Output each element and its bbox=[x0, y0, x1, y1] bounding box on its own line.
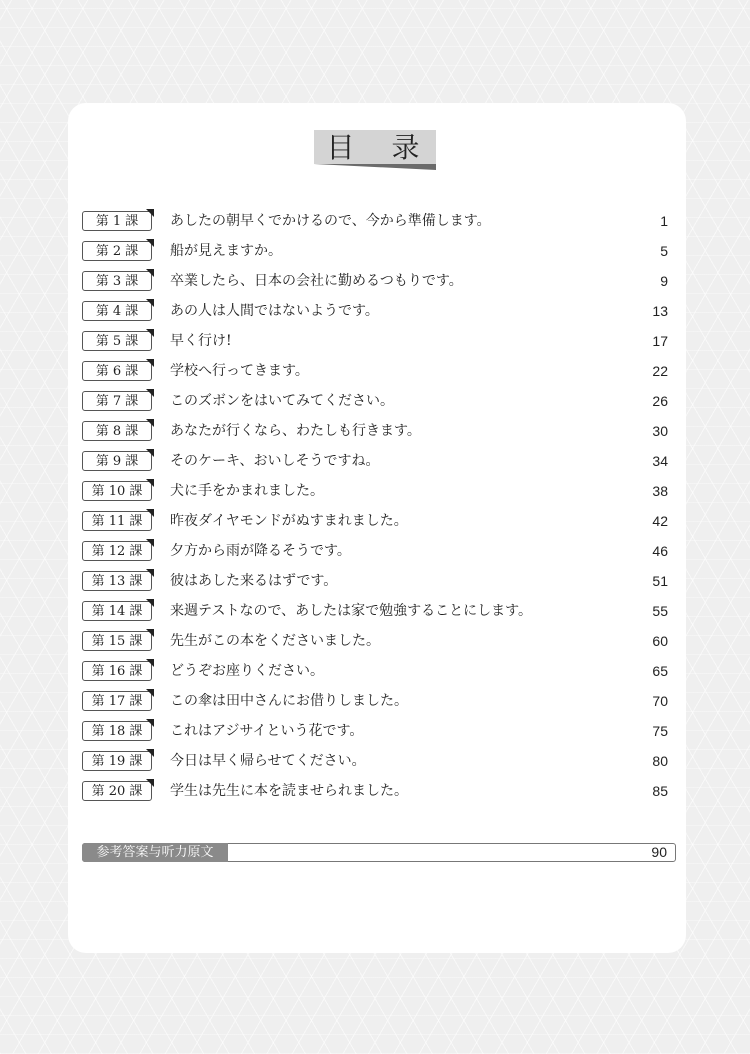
page-number: 60 bbox=[652, 633, 668, 649]
lesson-label: 第 1 課 bbox=[82, 211, 152, 231]
lesson-title: この傘は田中さんにお借りしました。 bbox=[170, 693, 408, 709]
lesson-label: 第 7 課 bbox=[82, 391, 152, 411]
page-title: 目 录 bbox=[326, 131, 434, 164]
toc-row[interactable] bbox=[82, 389, 668, 419]
title-shadow bbox=[314, 164, 436, 170]
lesson-title: 昨夜ダイヤモンドがぬすまれました。 bbox=[170, 513, 408, 529]
page-number: 38 bbox=[652, 483, 668, 499]
page-number: 26 bbox=[652, 393, 668, 409]
appendix-page-number: 90 bbox=[651, 844, 667, 860]
lesson-label: 第 8 課 bbox=[82, 421, 152, 441]
toc-row[interactable] bbox=[82, 239, 668, 269]
toc-row[interactable] bbox=[82, 599, 668, 629]
lesson-title: あしたの朝早くでかけるので、今から準備します。 bbox=[170, 213, 491, 229]
title-banner bbox=[314, 130, 436, 170]
lesson-title: 彼はあした来るはずです。 bbox=[170, 573, 338, 589]
lesson-title: あなたが行くなら、わたしも行きます。 bbox=[170, 423, 421, 439]
toc-row[interactable] bbox=[82, 449, 668, 479]
toc-row[interactable] bbox=[82, 569, 668, 599]
page-number: 30 bbox=[652, 423, 668, 439]
lesson-label: 第 10 課 bbox=[82, 481, 152, 501]
page-number: 13 bbox=[652, 303, 668, 319]
toc-row[interactable] bbox=[82, 209, 668, 239]
appendix-label: 参考答案与听力原文 bbox=[82, 843, 228, 862]
appendix-row[interactable] bbox=[82, 843, 676, 862]
toc-row[interactable] bbox=[82, 629, 668, 659]
lesson-title: 夕方から雨が降るそうです。 bbox=[170, 543, 351, 559]
lesson-label: 第 12 課 bbox=[82, 541, 152, 561]
lesson-label: 第 9 課 bbox=[82, 451, 152, 471]
lesson-title: どうぞお座りください。 bbox=[170, 663, 324, 679]
lesson-label: 第 17 課 bbox=[82, 691, 152, 711]
page-number: 17 bbox=[652, 333, 668, 349]
toc-row[interactable] bbox=[82, 329, 668, 359]
toc-page bbox=[68, 103, 686, 953]
page-number: 46 bbox=[652, 543, 668, 559]
lesson-title: あの人は人間ではないようです。 bbox=[170, 303, 379, 319]
lesson-title: 今日は早く帰らせてください。 bbox=[170, 753, 366, 769]
lesson-label: 第 19 課 bbox=[82, 751, 152, 771]
lesson-label: 第 11 課 bbox=[82, 511, 152, 531]
page-number: 85 bbox=[652, 783, 668, 799]
page-number: 75 bbox=[652, 723, 668, 739]
lesson-label: 第 16 課 bbox=[82, 661, 152, 681]
toc-row[interactable] bbox=[82, 539, 668, 569]
toc-row[interactable] bbox=[82, 479, 668, 509]
lesson-label: 第 14 課 bbox=[82, 601, 152, 621]
lesson-title: 学校へ行ってきます。 bbox=[170, 363, 309, 379]
page-number: 55 bbox=[652, 603, 668, 619]
page-number: 34 bbox=[652, 453, 668, 469]
lesson-title: 早く行け! bbox=[170, 333, 232, 349]
lesson-label: 第 20 課 bbox=[82, 781, 152, 801]
toc-row[interactable] bbox=[82, 269, 668, 299]
lesson-label: 第 15 課 bbox=[82, 631, 152, 651]
lesson-title: 船が見えますか。 bbox=[170, 243, 282, 259]
lesson-title: 来週テストなので、あしたは家で勉強することにします。 bbox=[170, 603, 533, 619]
lesson-label: 第 18 課 bbox=[82, 721, 152, 741]
lesson-title: 犬に手をかまれました。 bbox=[170, 483, 324, 499]
toc-row[interactable] bbox=[82, 359, 668, 389]
toc-row[interactable] bbox=[82, 689, 668, 719]
page-number: 22 bbox=[652, 363, 668, 379]
page-number: 80 bbox=[652, 753, 668, 769]
lesson-title: 先生がこの本をくださいました。 bbox=[170, 633, 380, 649]
toc-row[interactable] bbox=[82, 749, 668, 779]
lesson-title: 学生は先生に本を読ませられました。 bbox=[170, 783, 408, 799]
toc-row[interactable] bbox=[82, 659, 668, 689]
lesson-title: これはアジサイという花です。 bbox=[170, 723, 364, 739]
lesson-label: 第 4 課 bbox=[82, 301, 152, 321]
toc-list bbox=[82, 209, 668, 809]
lesson-title: そのケーキ、おいしそうですね。 bbox=[170, 453, 380, 469]
toc-row[interactable] bbox=[82, 509, 668, 539]
lesson-title: 卒業したら、日本の会社に勤めるつもりです。 bbox=[170, 273, 463, 289]
lesson-title: このズボンをはいてみてください。 bbox=[170, 393, 394, 409]
lesson-label: 第 6 課 bbox=[82, 361, 152, 381]
page-number: 65 bbox=[652, 663, 668, 679]
lesson-label: 第 5 課 bbox=[82, 331, 152, 351]
toc-row[interactable] bbox=[82, 779, 668, 809]
page-number: 9 bbox=[660, 273, 668, 289]
page-number: 5 bbox=[660, 243, 668, 259]
lesson-label: 第 2 課 bbox=[82, 241, 152, 261]
page-number: 51 bbox=[652, 573, 668, 589]
page-number: 70 bbox=[652, 693, 668, 709]
lesson-label: 第 3 課 bbox=[82, 271, 152, 291]
toc-row[interactable] bbox=[82, 719, 668, 749]
toc-row[interactable] bbox=[82, 299, 668, 329]
toc-row[interactable] bbox=[82, 419, 668, 449]
page-number: 42 bbox=[652, 513, 668, 529]
lesson-label: 第 13 課 bbox=[82, 571, 152, 591]
page-number: 1 bbox=[660, 213, 668, 229]
